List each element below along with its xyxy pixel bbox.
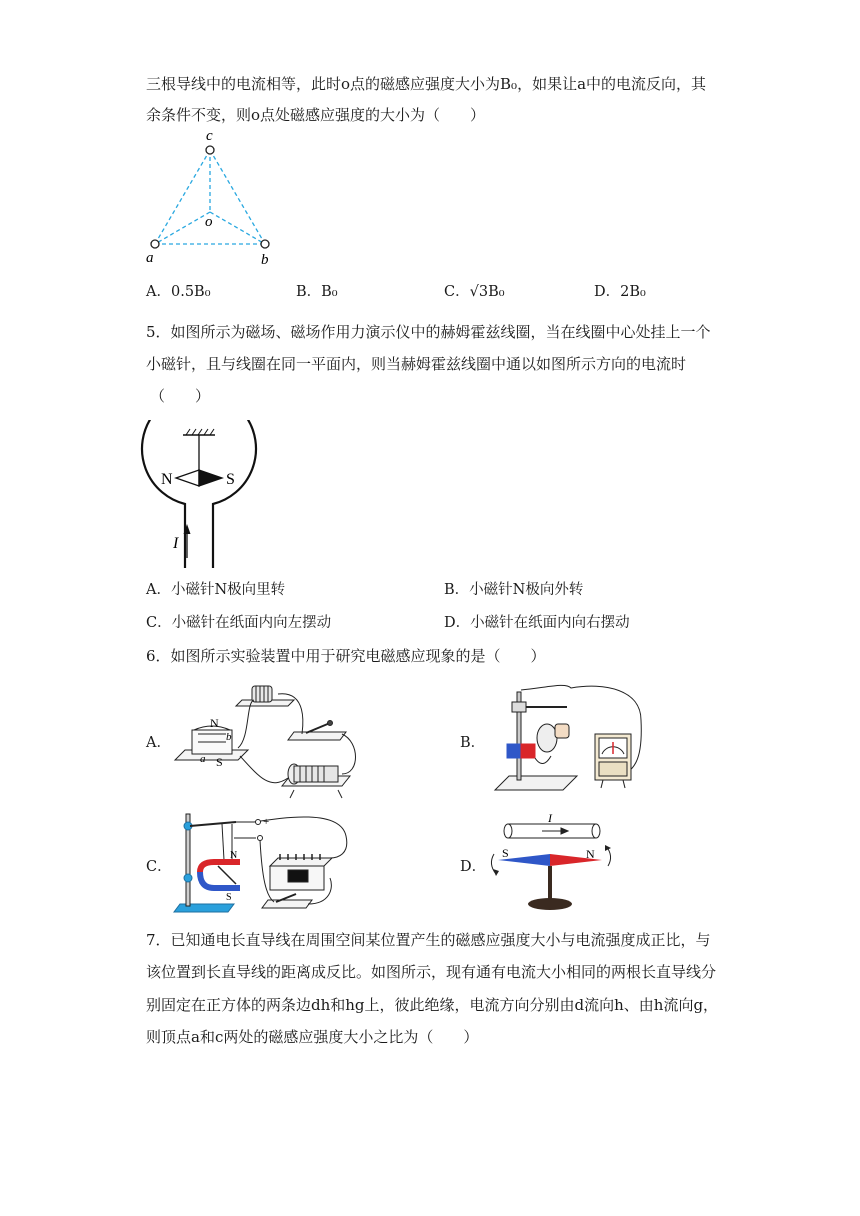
- q4-text-line-2: 余条件不变，则o点处磁感应强度的大小为（ ）: [146, 106, 486, 124]
- label-d-n: N: [586, 847, 595, 861]
- wire-c-marker: [206, 146, 214, 154]
- label-d-s: S: [502, 846, 509, 860]
- label-b: b: [261, 252, 269, 268]
- wire-a-marker: [151, 240, 159, 248]
- label-a-b: b: [226, 731, 232, 743]
- q4-option-b: B．B₀: [296, 284, 338, 300]
- q5-option-b: B．小磁针N极向外转: [444, 582, 584, 598]
- label-c-n: N: [230, 850, 238, 861]
- needle-n-half: [176, 470, 199, 486]
- label-a-s: S: [216, 755, 223, 769]
- q4-triangle-figure: [140, 128, 290, 270]
- label-i: I: [173, 535, 179, 552]
- q6-apparatus-a-figure: [170, 678, 370, 800]
- q5-text-line-3: （ ）: [150, 387, 211, 405]
- label-c-s: S: [226, 892, 232, 903]
- q5-option-d: D．小磁针在纸面内向右摆动: [444, 615, 630, 631]
- label-o: o: [205, 214, 213, 230]
- label-a-n: N: [210, 716, 219, 730]
- q6-apparatus-b-figure: [485, 680, 660, 796]
- q4-option-a: A．0.5B₀: [146, 284, 211, 300]
- q5-coil-figure: [140, 420, 270, 570]
- q4-text-line-1: 三根导线中的电流相等，此时o点的磁感应强度大小为B₀，如果让a中的电流反向，其: [146, 75, 707, 93]
- label-s: S: [226, 471, 235, 488]
- label-n: N: [161, 471, 173, 488]
- q7-text-line-3: 别固定在正方体的两条边dh和hg上，彼此绝缘，电流方向分别由d流向h、由h流向g，: [146, 996, 719, 1014]
- q4-option-c: C．√3B₀: [444, 284, 505, 300]
- q5-text-line-2: 小磁针，且与线圈在同一平面内，则当赫姆霍兹线圈中通以如图所示方向的电流时: [146, 355, 687, 373]
- q6-apparatus-c-figure: [170, 808, 370, 918]
- q6-option-a-label: A．: [146, 735, 171, 751]
- q5-text-line-1: 5．如图所示为磁场、磁场作用力演示仪中的赫姆霍兹线圈，当在线圈中心处挂上一个: [146, 323, 711, 341]
- label-c-plus: +: [263, 816, 270, 828]
- q6-option-b-label: B．: [460, 735, 486, 751]
- q4-option-d: D．2B₀: [594, 284, 646, 300]
- label-a: a: [146, 250, 154, 266]
- q6-text-line-1: 6．如图所示实验装置中用于研究电磁感应现象的是（ ）: [146, 647, 546, 665]
- needle-s-half: [199, 470, 222, 486]
- q6-apparatus-d-figure: [484, 808, 619, 914]
- q5-option-c: C．小磁针在纸面内向左摆动: [146, 615, 332, 631]
- label-d-i: I: [548, 811, 552, 825]
- q6-option-d-label: D．: [460, 859, 487, 875]
- q7-text-line-4: 则顶点a和c两处的磁感应强度大小之比为（ ）: [146, 1028, 479, 1046]
- label-a-a: a: [200, 753, 206, 765]
- wire-b-marker: [261, 240, 269, 248]
- q5-option-a: A．小磁针N极向里转: [146, 582, 286, 598]
- label-c: c: [206, 128, 213, 144]
- q7-text-line-1: 7．已知通电长直导线在周围空间某位置产生的磁感应强度大小与电流强度成正比，与: [146, 931, 711, 949]
- q6-option-c-label: C．: [146, 859, 172, 875]
- q7-text-line-2: 该位置到长直导线的距离成反比。如图所示，现有通有电流大小相同的两根长直导线分: [146, 963, 717, 981]
